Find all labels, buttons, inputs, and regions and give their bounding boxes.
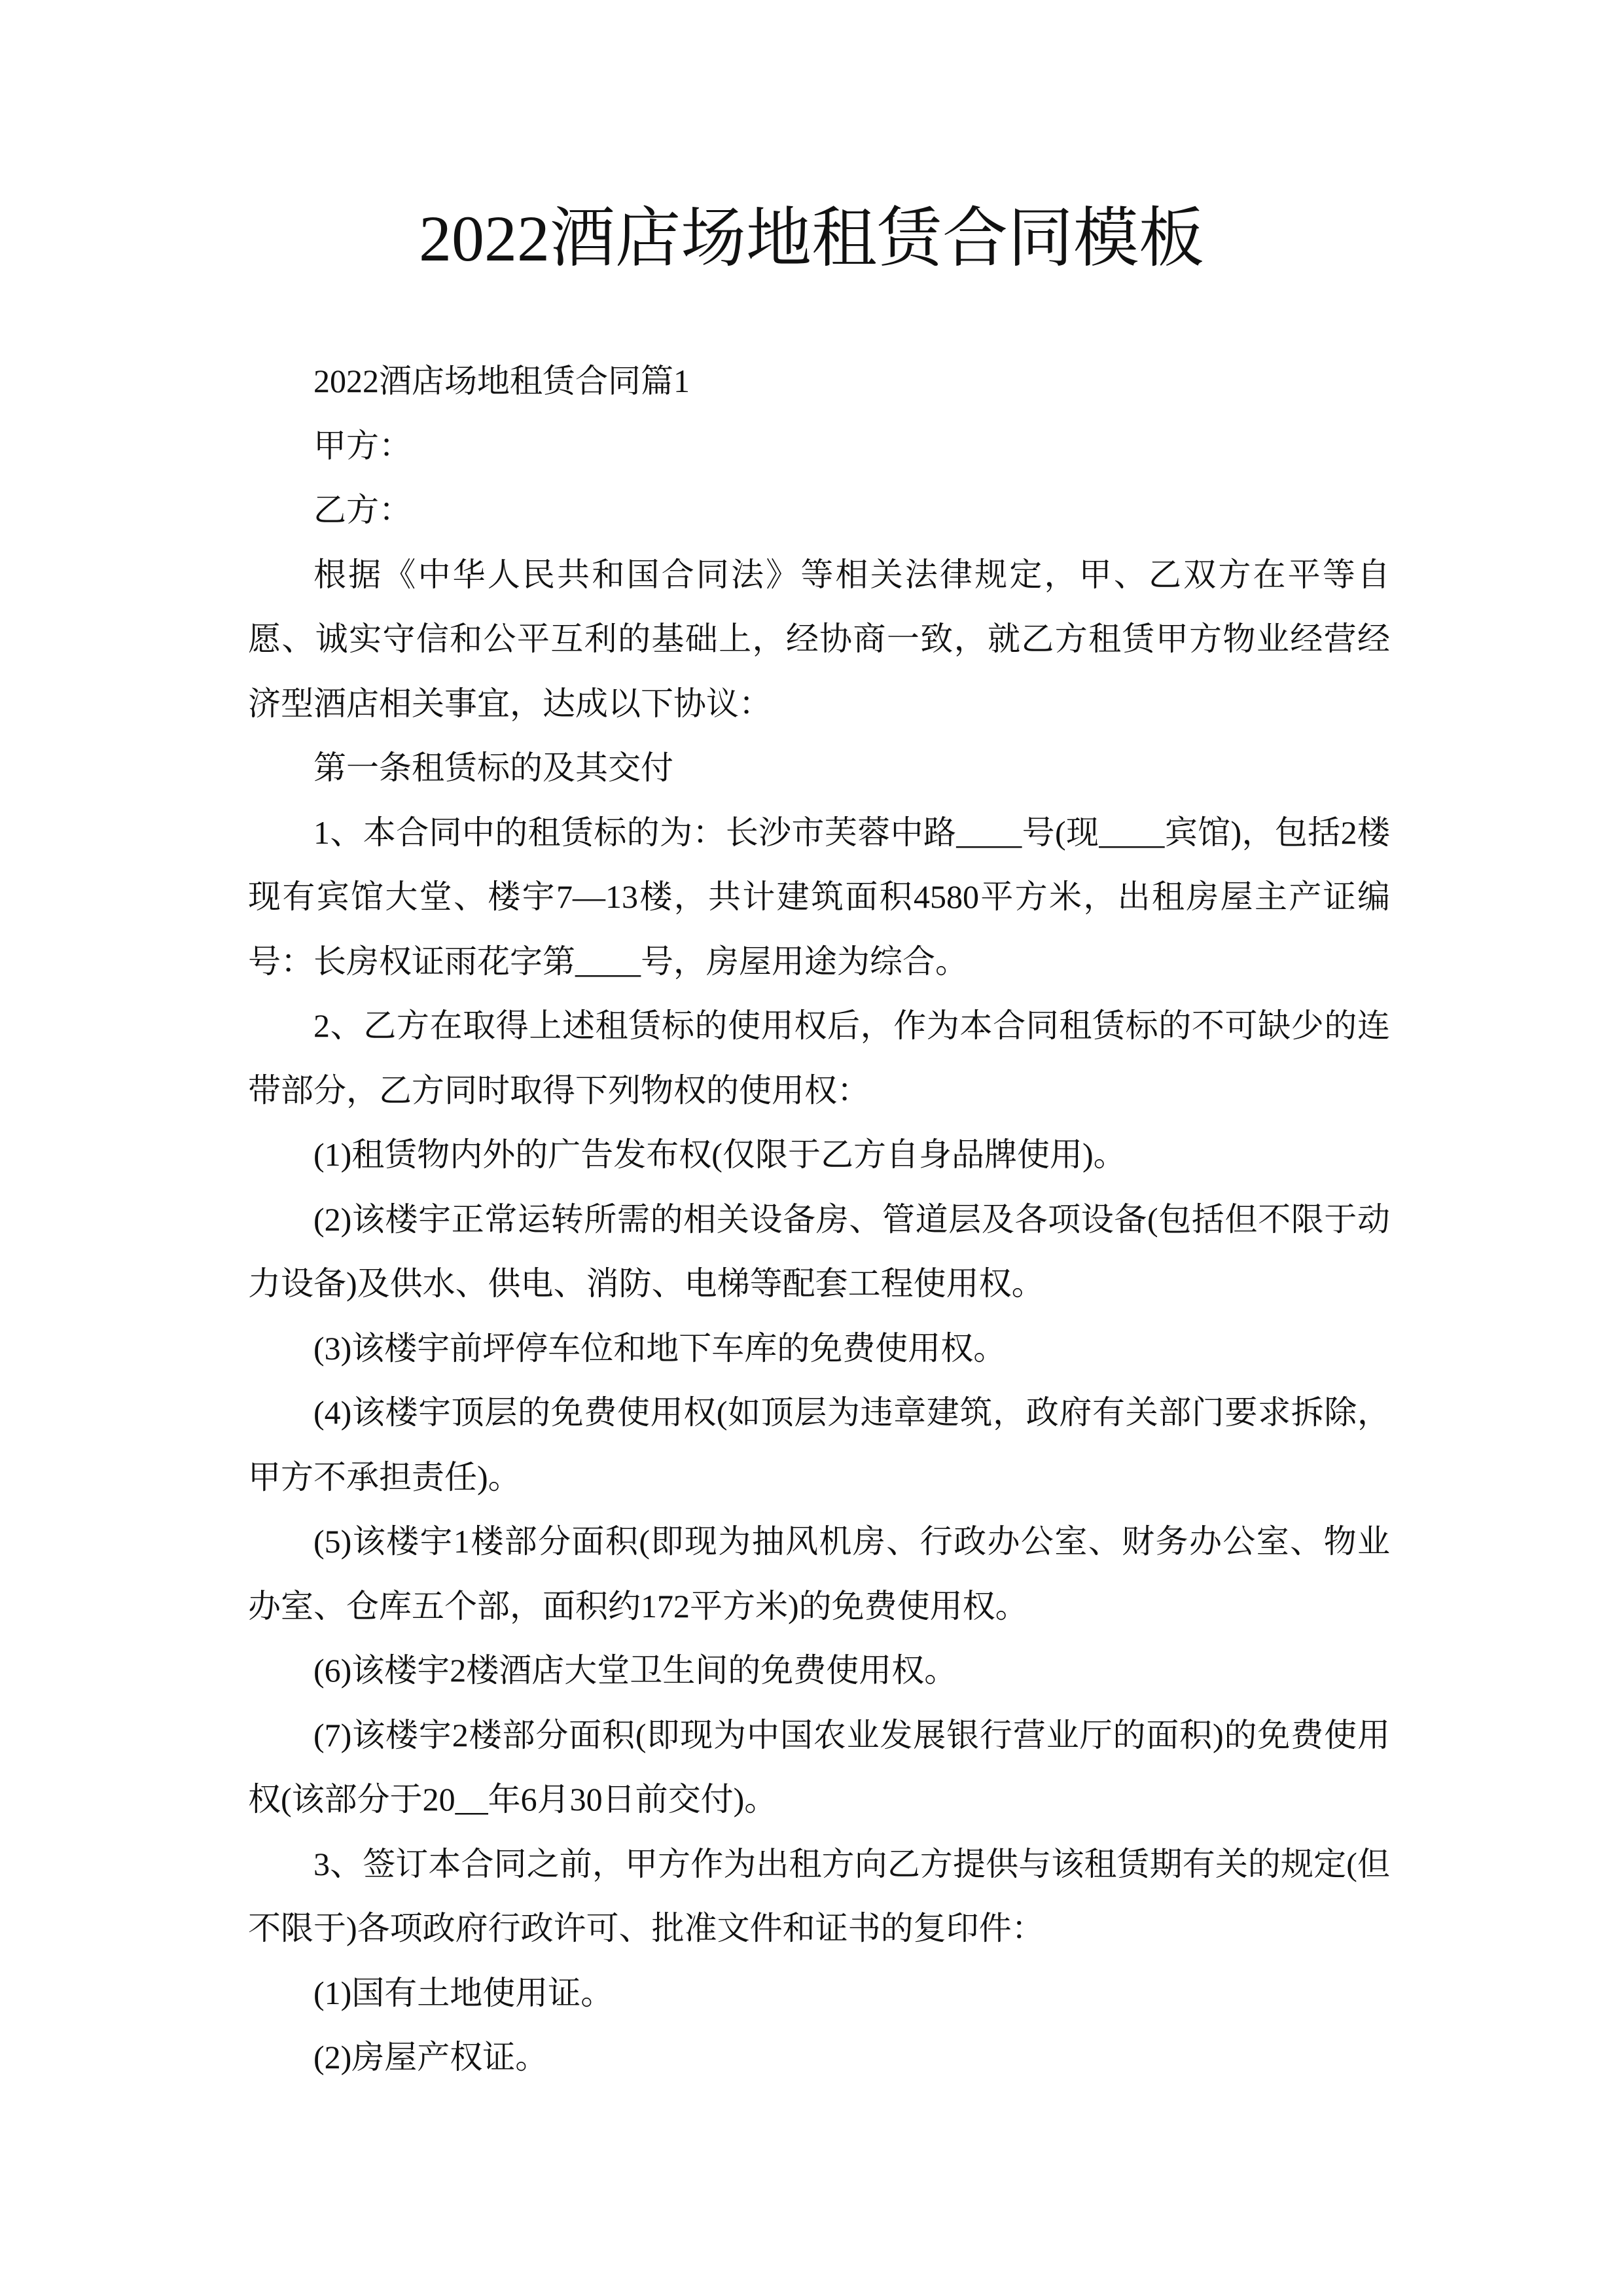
list-item: (6)该楼宇2楼酒店大堂卫生间的免费使用权。 — [313, 1652, 957, 1689]
list-item: (4)该楼宇顶层的免费使用权(如顶层为违章建筑，政府有关部门要求拆除，甲方不承担责任)。 — [248, 1394, 1390, 1496]
list-item: (1)租赁物内外的广告发布权(仅限于乙方自身品牌使用)。 — [313, 1136, 1126, 1173]
preamble-paragraph: 根据《中华人民共和国合同法》等相关法律规定，甲、乙双方在平等自愿、诚实守信和公平互利的基础上，经协商一致，就乙方租赁甲方物业经营经济型酒店相关事宜，达成以下协议： — [248, 556, 1390, 722]
article-heading: 第一条租赁标的及其交付 — [313, 749, 673, 786]
party-a-line: 甲方： — [313, 427, 412, 464]
paragraph: 1、本合同中的租赁标的为：长沙市芙蓉中路____号(现____宾馆)，包括2楼现有宾馆大堂、楼宇7—13楼，共计建筑面积4580平方米，出租房屋主产证编号：长房权证雨花字第____号，房屋用途为综合。 — [248, 814, 1390, 980]
list-item: (2)房屋产权证。 — [313, 2039, 548, 2075]
paragraph: 3、签订本合同之前，甲方作为出租方向乙方提供与该租赁期有关的规定(但不限于)各项政府行政许可、批准文件和证书的复印件： — [248, 1845, 1390, 1946]
party-b-line: 乙方： — [313, 492, 412, 528]
section-heading: 2022酒店场地租赁合同篇1 — [313, 363, 690, 399]
list-item: (7)该楼宇2楼部分面积(即现为中国农业发展银行营业厅的面积)的免费使用权(该部分于20__年6月30日前交付)。 — [248, 1716, 1390, 1818]
list-item: (3)该楼宇前坪停车位和地下车库的免费使用权。 — [313, 1329, 1007, 1367]
document-body — [248, 349, 1390, 2090]
list-item: (5)该楼宇1楼部分面积(即现为抽风机房、行政办公室、财务办公室、物业办室、仓库五个部，面积约172平方米)的免费使用权。 — [248, 1523, 1390, 1624]
paragraph: 2、乙方在取得上述租赁标的使用权后，作为本合同租赁标的不可缺少的连带部分，乙方同时取得下列物权的使用权： — [248, 1007, 1390, 1109]
list-item: (1)国有土地使用证。 — [313, 1974, 614, 2011]
document-title: 2022酒店场地租赁合同模板 — [419, 202, 1204, 275]
list-item: (2)该楼宇正常运转所需的相关设备房、管道层及各项设备(包括但不限于动力设备)及供水、供电、消防、电梯等配套工程使用权。 — [248, 1200, 1390, 1302]
